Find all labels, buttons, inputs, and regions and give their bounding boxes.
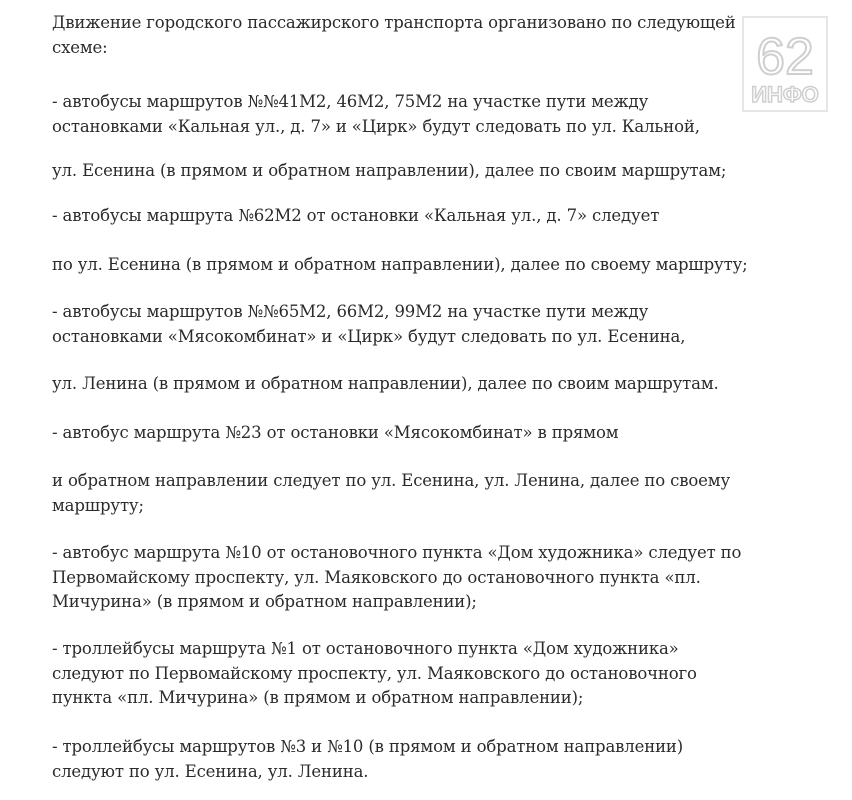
paragraph-intro: Движение городского пассажирского транспорта организовано по следующей схеме: bbox=[52, 13, 736, 57]
logo-text: ИНФО bbox=[751, 82, 819, 107]
paragraph-bus-23-cont: и обратном направлении следует по ул. Есенина, ул. Ленина, далее по своему маршруту; bbox=[52, 471, 731, 515]
paragraph-trolleybus-3-10: - троллейбусы маршрутов №3 и №10 (в прямом и обратном направлении) следуют по ул. Есенина, ул. Ленина. bbox=[52, 737, 684, 781]
paragraph-bus-23: - автобус маршрута №23 от остановки «Мясокомбинат» в прямом bbox=[52, 423, 619, 442]
paragraph-bus-62: - автобусы маршрута №62М2 от остановки «Кальная ул., д. 7» следует bbox=[52, 206, 660, 225]
paragraph-bus-62-cont: по ул. Есенина (в прямом и обратном направлении), далее по своему маршруту; bbox=[52, 255, 748, 274]
paragraph-trolleybus-1: - троллейбусы маршрута №1 от остановочного пункта «Дом художника» следуют по Первомайскому проспекту, ул. Маяковского до остановочного пункта «пл. Мичурина» (в прямом и обратном направлении); bbox=[52, 639, 697, 707]
paragraph-buses-41-46-75: - автобусы маршрутов №№41М2, 46М2, 75М2 на участке пути между остановками «Кальная ул., д. 7» и «Цирк» будут следовать по ул. Кальной, bbox=[52, 92, 700, 136]
paragraph-buses-65-66-99-cont: ул. Ленина (в прямом и обратном направлении), далее по своим маршрутам. bbox=[52, 374, 719, 393]
paragraph-bus-10: - автобус маршрута №10 от остановочного пункта «Дом художника» следует по Первомайскому проспекту, ул. Маяковского до остановочного пункта «пл. Мичурина» (в прямом и обратном направлении); bbox=[52, 543, 742, 611]
site-logo bbox=[742, 16, 828, 112]
logo-graphic bbox=[742, 16, 828, 112]
logo-number: 62 bbox=[756, 28, 814, 86]
paragraph-buses-41-46-75-cont: ул. Есенина (в прямом и обратном направлении), далее по своим маршрутам; bbox=[52, 161, 727, 180]
paragraph-buses-65-66-99: - автобусы маршрутов №№65М2, 66М2, 99М2 на участке пути между остановками «Мясокомбинат» и «Цирк» будут следовать по ул. Есенина, bbox=[52, 302, 686, 346]
